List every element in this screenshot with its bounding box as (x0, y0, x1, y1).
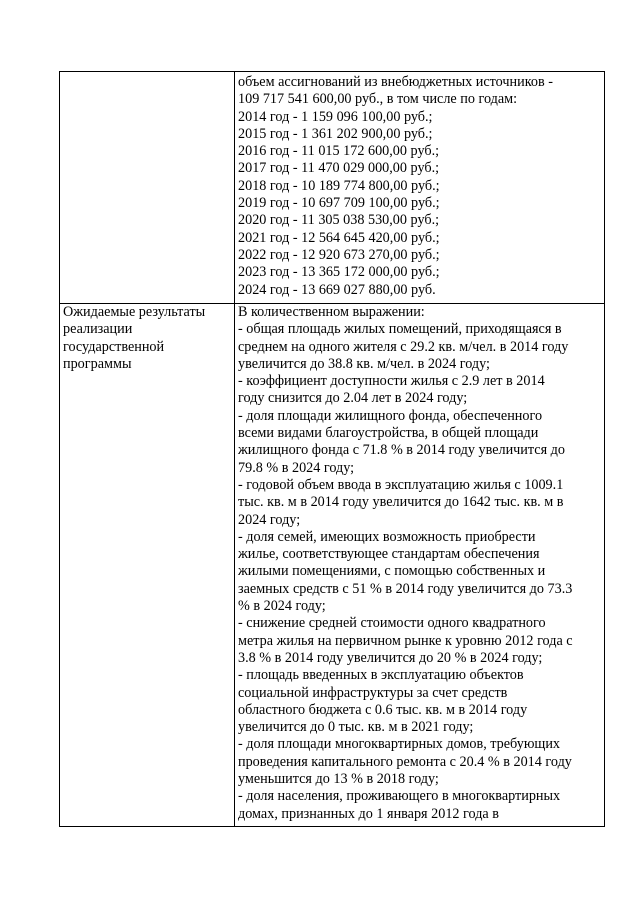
results-line: - доля семей, имеющих возможность приобрести (238, 528, 536, 545)
results-line: - площадь введенных в эксплуатацию объектов (238, 667, 524, 684)
results-line: увеличится до 0 тыс. кв. м в 2021 году; (238, 719, 474, 736)
results-line: домах, признанных до 1 января 2012 года в (238, 805, 499, 822)
results-label-line: реализации (63, 321, 133, 338)
results-line: среднем на одного жителя с 29.2 кв. м/чел. в 2014 году (238, 338, 569, 355)
funding-label-cell (60, 72, 235, 304)
results-line: - доля площади жилищного фонда, обеспеченного (238, 407, 543, 424)
results-label-line: государственной (63, 338, 165, 355)
results-line: областного бюджета с 0.6 тыс. кв. м в 2014 году (238, 701, 528, 718)
funding-row (60, 72, 605, 304)
results-label-line: Ожидаемые результаты (63, 304, 206, 320)
results-line: 79.8 % в 2024 году; (238, 459, 355, 476)
results-line: - общая площадь жилых помещений, приходящаяся в (238, 321, 562, 338)
funding-intro-line: объем ассигнований из внебюджетных источников - (238, 74, 553, 90)
results-heading: В количественном выражении: (238, 304, 425, 320)
program-passport-table (59, 71, 605, 827)
funding-total-line: 109 717 541 600,00 руб., в том числе по годам: (238, 91, 518, 108)
results-line: - годовой объем ввода в эксплуатацию жилья с 1009.1 (238, 476, 564, 493)
results-line: всеми видами благоустройства, в общей площади (238, 425, 539, 442)
results-line: - доля площади многоквартирных домов, требующих (238, 736, 561, 753)
funding-year-line: 2015 год - 1 361 202 900,00 руб.; (238, 125, 433, 142)
results-label-line: программы (63, 355, 132, 372)
results-line: - коэффициент доступности жилья с 2.9 лет в 2014 (238, 373, 545, 390)
results-line: - снижение средней стоимости одного квадратного (238, 615, 546, 632)
results-line: жилье, соответствующее стандартам обеспечения (238, 546, 540, 563)
results-line: увеличится до 38.8 кв. м/чел. в 2024 году; (238, 355, 490, 372)
results-value-cell (235, 304, 605, 827)
funding-year-line: 2017 год - 11 470 029 000,00 руб.; (238, 160, 440, 177)
results-line: тыс. кв. м в 2014 году увеличится до 1642 тыс. кв. м в (238, 494, 564, 511)
funding-year-line: 2016 год - 11 015 172 600,00 руб.; (238, 143, 440, 160)
funding-value-cell (235, 72, 605, 304)
results-line: 2024 году; (238, 511, 301, 528)
results-line: - доля населения, проживающего в многоквартирных (238, 788, 561, 805)
funding-year-line: 2018 год - 10 189 774 800,00 руб.; (238, 177, 440, 194)
funding-year-line: 2014 год - 1 159 096 100,00 руб.; (238, 108, 433, 125)
results-line: 3.8 % в 2014 году увеличится до 20 % в 2024 году; (238, 649, 543, 666)
results-line: уменьшится до 13 % в 2018 году; (238, 771, 439, 788)
results-line: проведения капитального ремонта с 20.4 % в 2014 году (238, 753, 572, 770)
results-line: метра жилья на первичном рынке к уровню 2012 года с (238, 632, 573, 649)
funding-year-line: 2022 год - 12 920 673 270,00 руб.; (238, 246, 440, 263)
results-line: жилищного фонда с 71.8 % в 2014 году увеличится до (238, 442, 565, 459)
results-row (60, 304, 605, 827)
funding-year-line: 2024 год - 13 669 027 880,00 руб. (238, 281, 436, 298)
funding-year-line: 2020 год - 11 305 038 530,00 руб.; (238, 212, 440, 229)
results-line: году снизится до 2.04 лет в 2024 году; (238, 390, 468, 407)
results-label-cell (60, 304, 235, 827)
results-line: жилыми помещениями, с помощью собственных и (238, 563, 546, 580)
results-line: социальной инфраструктуры за счет средств (238, 684, 508, 701)
funding-year-line: 2023 год - 13 365 172 000,00 руб.; (238, 264, 440, 281)
funding-year-line: 2019 год - 10 697 709 100,00 руб.; (238, 195, 440, 212)
funding-year-line: 2021 год - 12 564 645 420,00 руб.; (238, 229, 440, 246)
results-line: % в 2024 году; (238, 598, 326, 615)
results-line: заемных средств с 51 % в 2014 году увеличится до 73.3 (238, 580, 573, 597)
